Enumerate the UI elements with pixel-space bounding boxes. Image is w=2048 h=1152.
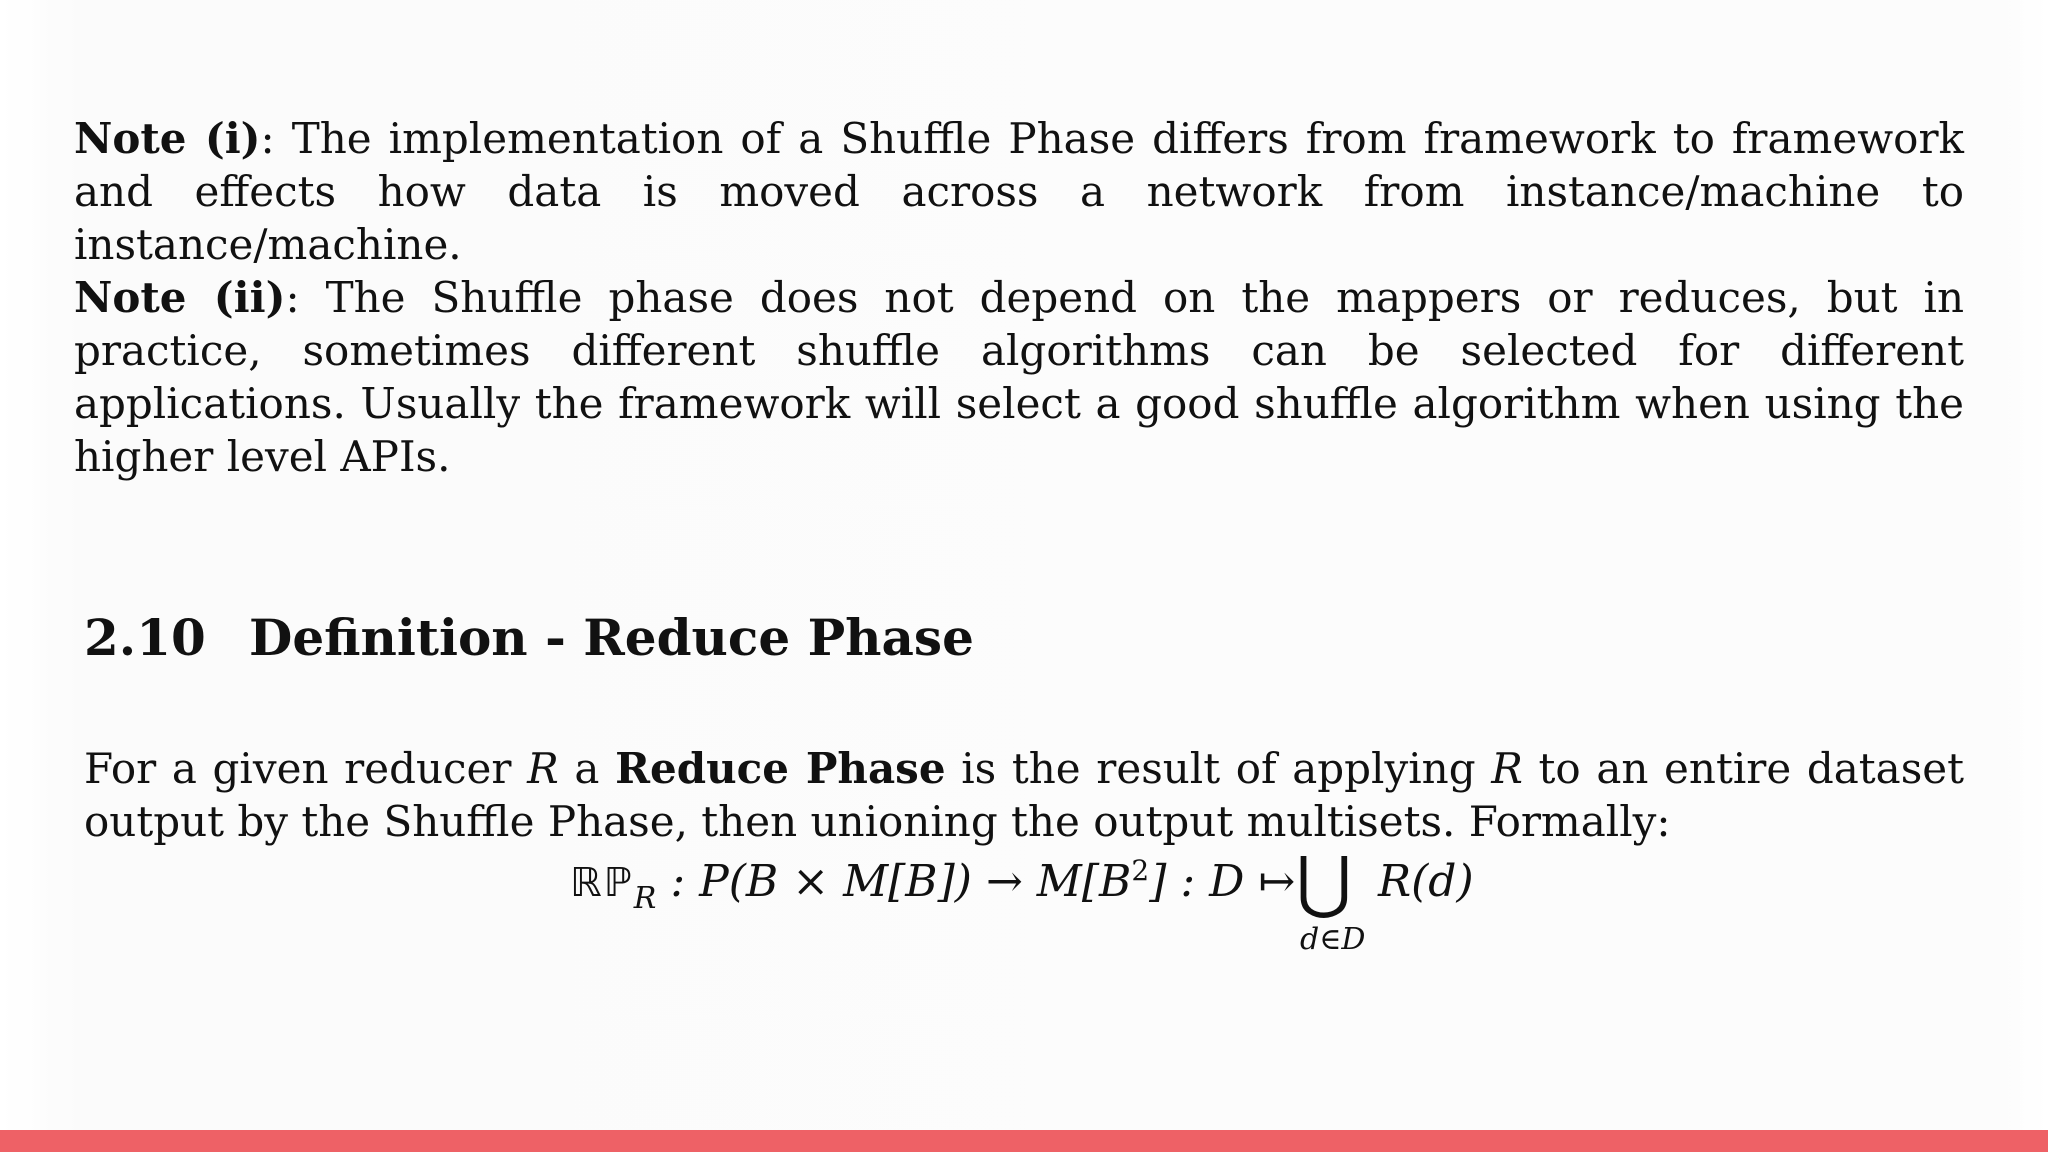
formula-symbol: ℝℙ <box>570 860 634 906</box>
formula-codomain: ] : D ↦ <box>1149 856 1296 907</box>
reducer-variable: R <box>527 744 559 793</box>
union-index: d∈D <box>1300 922 1366 957</box>
note-i-text: : The implementation of a Shuffle Phase differs from framework to framework and effects how data is moved across a network from instance/machine to instance/machine. <box>74 114 1964 269</box>
formula-subscript: R <box>633 881 657 916</box>
note-ii-text: : The Shuffle phase does not depend on the mappers or reduces, but in practice, sometimes different shuffle algorithms can be selected for different applications. Usually the framework will select a good shuffle algorithm when using the higher level APIs. <box>74 273 1964 481</box>
formula-lhs <box>570 852 1295 917</box>
section-heading <box>84 608 974 668</box>
formula-result: R(d) <box>1378 856 1474 907</box>
definition-text-3: is the result of applying <box>945 744 1492 793</box>
definition-paragraph <box>84 742 1964 848</box>
note-i-paragraph <box>74 112 1964 271</box>
reduce-phase-formula <box>570 843 1474 962</box>
section-title: Definition - Reduce Phase <box>249 608 974 667</box>
definition-text-4: to an entire dataset output by the Shuffle Phase, then unioning the output multisets. Formally: <box>84 744 1964 846</box>
big-union-symbol: ⋃ <box>1296 843 1352 922</box>
definition-text-1: For a given reducer <box>84 744 528 793</box>
accent-bottom-bar <box>0 1130 2048 1152</box>
formula-domain: : P(B × M[B]) → M[B <box>656 856 1132 907</box>
section-number: 2.10 <box>84 608 206 667</box>
note-ii-paragraph <box>74 271 1964 483</box>
reducer-variable-2: R <box>1491 744 1523 793</box>
definition-text-2: a <box>558 744 616 793</box>
formula-exponent: 2 <box>1131 854 1150 887</box>
defined-term: Reduce Phase <box>615 744 946 793</box>
note-i-label: Note (i) <box>74 114 261 163</box>
note-ii-label: Note (ii) <box>74 273 286 322</box>
